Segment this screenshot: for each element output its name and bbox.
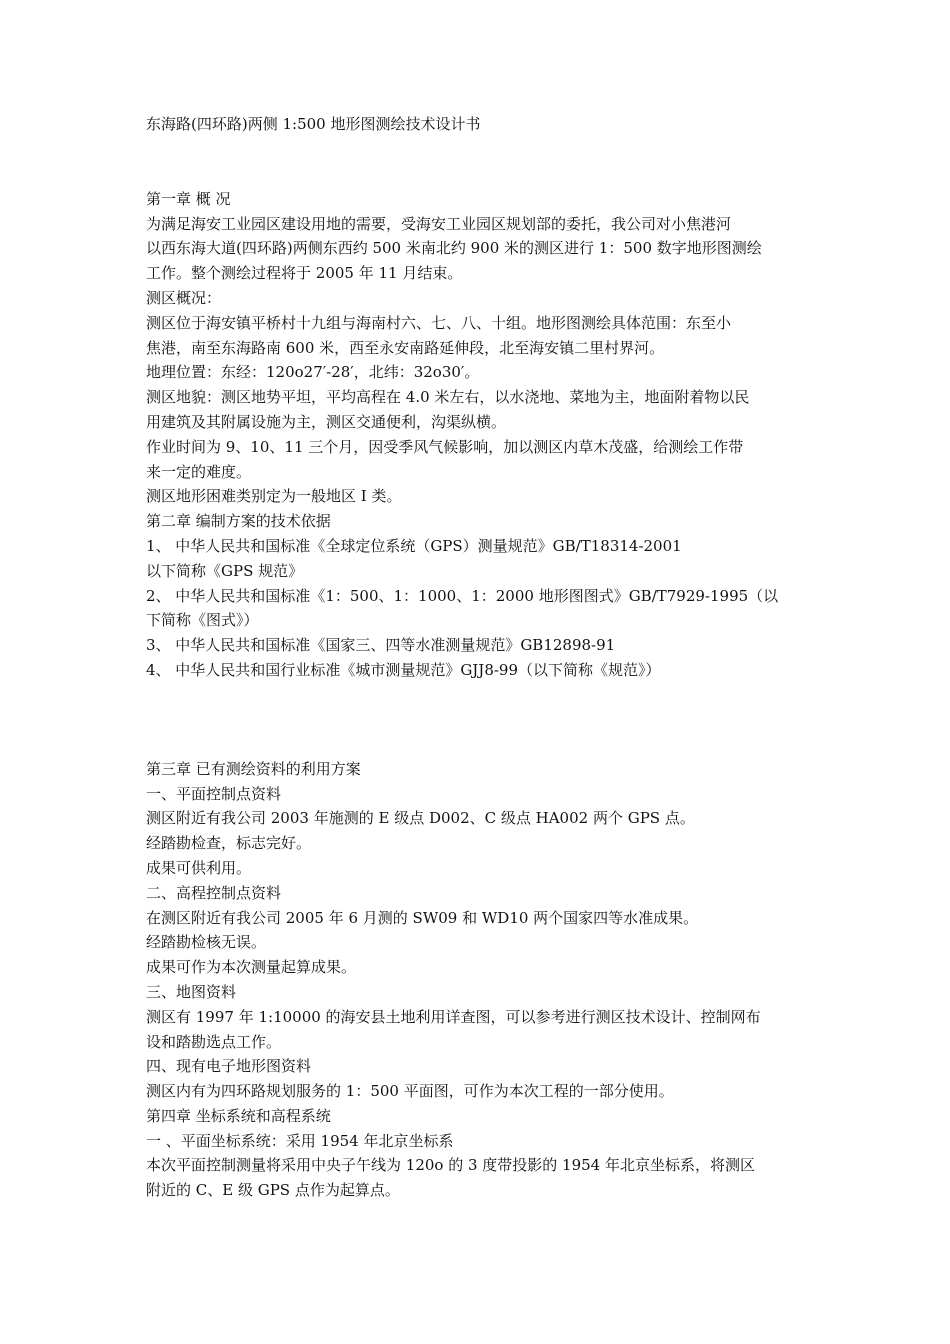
text-line: 经踏勘检查，标志完好。 (146, 834, 312, 853)
text-line: 三、地图资料 (146, 982, 237, 1001)
text-line: 测区地貌：测区地势平坦，平均高程在 4.0 米左右，以水浇地、菜地为主，地面附着物以民 (146, 388, 750, 407)
text-line: 一、平面控制点资料 (146, 784, 282, 803)
text-line: 作业时间为 9、10、11 三个月，因受季风气候影响，加以测区内草木茂盛，给测绘工作带 (146, 437, 744, 456)
text-line: 四、现有电子地形图资料 (146, 1057, 312, 1076)
text-line: 下简称《图式》） (146, 611, 259, 630)
document-title: 东海路(四环路)两侧 1:500 地形图测绘技术设计书 (146, 115, 481, 133)
section-block-1 (146, 187, 810, 683)
text-line: 以下简称《GPS 规范》 (146, 561, 304, 580)
text-line: 成果可供利用。 (146, 858, 252, 877)
text-line: 测区内有为四环路规划服务的 1：500 平面图，可作为本次工程的一部分使用。 (146, 1082, 674, 1101)
text-line: 测区附近有我公司 2003 年施测的 E 级点 D002、C 级点 HA002 两个 GPS 点。 (146, 809, 695, 828)
text-line: 工作。整个测绘过程将于 2005 年 11 月结束。 (146, 264, 463, 283)
text-line: 测区有 1997 年 1:10000 的海安县土地利用详查图，可以参考进行测区技术设计、控制网布 (146, 1007, 761, 1026)
text-line: 来一定的难度。 (146, 462, 252, 481)
text-line: 本次平面控制测量将采用中央子午线为 120o 的 3 度带投影的 1954 年北京坐标系，将测区 (146, 1156, 755, 1175)
text-line: 以西东海大道(四环路)两侧东西约 500 米南北约 900 米的测区进行 1：500 数字地形图测绘 (146, 239, 762, 258)
text-line: 第四章 坐标系统和高程系统 (146, 1106, 331, 1125)
text-line: 二、高程控制点资料 (146, 883, 282, 902)
text-line: 用建筑及其附属设施为主，测区交通便利，沟渠纵横。 (146, 412, 507, 431)
text-line: 成果可作为本次测量起算成果。 (146, 958, 357, 977)
text-line: 3、 中华人民共和国标准《国家三、四等水准测量规范》GB12898-91 (146, 636, 616, 655)
document-page (146, 112, 810, 1203)
text-line: 在测区附近有我公司 2005 年 6 月测的 SW09 和 WD10 两个国家四等水准成果。 (146, 908, 699, 927)
text-line: 4、 中华人民共和国行业标准《城市测量规范》GJJ8-99（以下简称《规范》） (146, 660, 661, 679)
section-block-2 (146, 757, 810, 1203)
text-line: 设和踏勘选点工作。 (146, 1032, 282, 1051)
text-line: 地理位置：东经：120o27′-28′，北纬：32o30′。 (146, 363, 480, 382)
text-line: 为满足海安工业园区建设用地的需要，受海安工业园区规划部的委托，我公司对小焦港河 (146, 214, 732, 233)
text-line: 第三章 已有测绘资料的利用方案 (146, 759, 361, 778)
text-line: 1、 中华人民共和国标准《全球定位系统（GPS）测量规范》GB/T18314-2001 (146, 536, 682, 555)
text-line: 测区位于海安镇平桥村十九组与海南村六、七、八、十组。地形图测绘具体范围：东至小 (146, 313, 732, 332)
text-line: 测区地形困难类别定为一般地区 I 类。 (146, 487, 402, 506)
text-line: 经踏勘检核无误。 (146, 933, 267, 952)
text-line: 测区概况： (146, 288, 222, 307)
paragraph-gap (146, 683, 810, 757)
text-line: 焦港，南至东海路南 600 米，西至永安南路延伸段，北至海安镇二里村界河。 (146, 338, 665, 357)
text-line: 一 、平面坐标系统：采用 1954 年北京坐标系 (146, 1131, 454, 1150)
text-line: 第一章 概 况 (146, 189, 231, 208)
text-line: 第二章 编制方案的技术依据 (146, 512, 331, 531)
text-line: 附近的 C、E 级 GPS 点作为起算点。 (146, 1181, 400, 1200)
text-line: 2、 中华人民共和国标准《1：500、1：1000、1：2000 地形图图式》GB/T7929-1995（以 (146, 586, 779, 605)
